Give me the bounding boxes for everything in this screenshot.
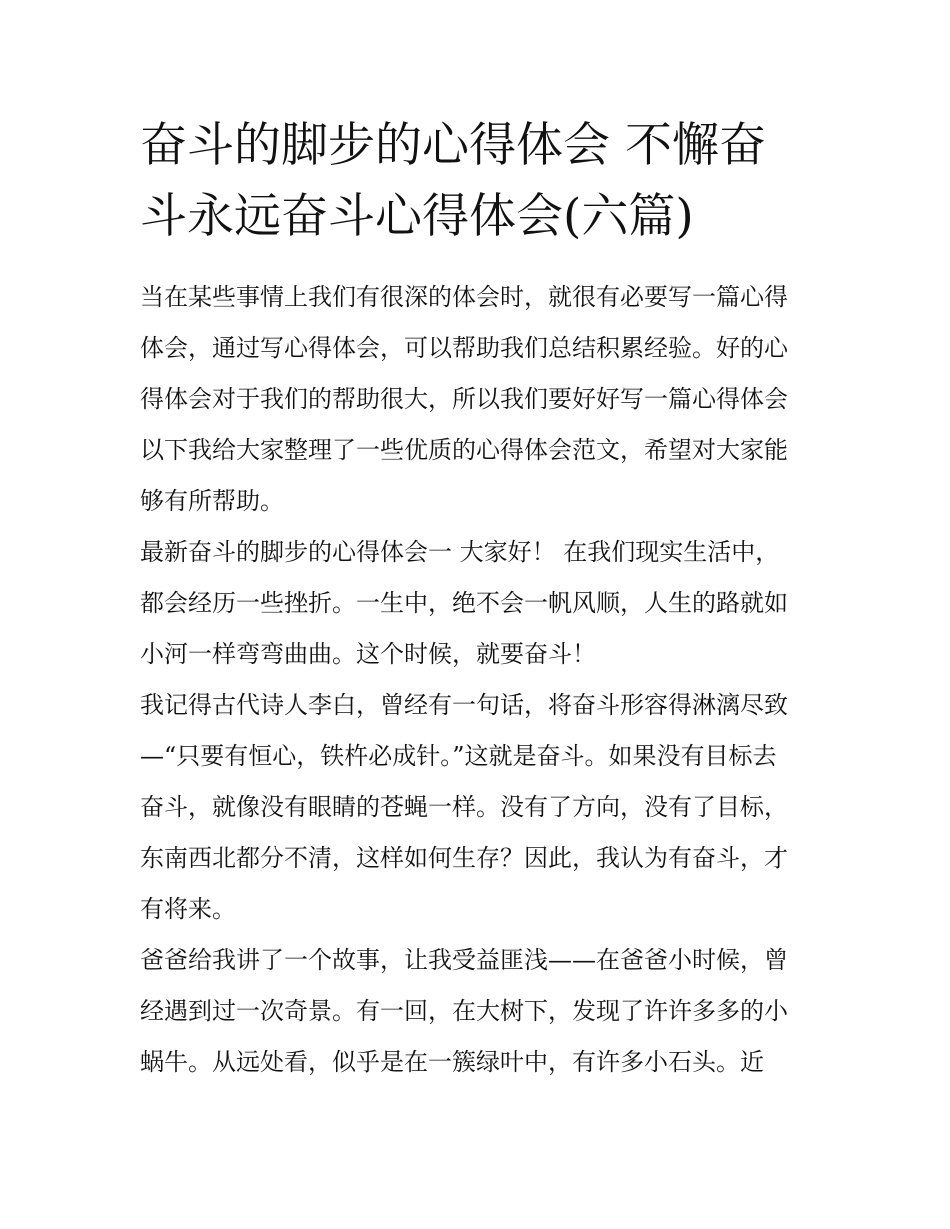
text-line: 有将来。 (140, 895, 236, 923)
document-title (140, 110, 812, 252)
text-line: 都会经历一些挫折。一生中，绝不会一帆风顺，人生的路就如 (140, 589, 788, 617)
title-line-1: 奋斗的脚步的心得体会 不懈奋 (140, 118, 766, 173)
text-line: 我记得古代诗人李白，曾经有一句话，将奋斗形容得淋漓尽致 (140, 691, 788, 719)
text-line: 当在某些事情上我们有很深的体会时，就很有必要写一篇心得 (140, 283, 788, 311)
text-line: 以下我给大家整理了一些优质的心得体会范文，希望对大家能 (140, 436, 788, 464)
text-line: 东南西北都分不清，这样如何生存？因此，我认为有奋斗，才 (140, 844, 788, 872)
text-line: —“只要有恒心，铁杵必成针。”这就是奋斗。如果没有目标去 (140, 742, 777, 770)
text-line: 爸爸给我讲了一个故事，让我受益匪浅——在爸爸小时候，曾 (140, 946, 788, 974)
document-page (140, 110, 812, 1088)
title-line-2: 斗永远奋斗心得体会(六篇) (140, 189, 694, 244)
text-line: 得体会对于我们的帮助很大，所以我们要好好写一篇心得体会 (140, 385, 788, 413)
text-line: 小河一样弯弯曲曲。这个时候，就要奋斗！ (140, 640, 596, 668)
text-line: 蜗牛。从远处看，似乎是在一簇绿叶中，有许多小石头。近 (140, 1048, 764, 1076)
text-line: 够有所帮助。 (140, 487, 284, 515)
document-body (140, 272, 812, 1088)
text-line: 经遇到过一次奇景。有一回，在大树下，发现了许许多多的小 (140, 997, 788, 1025)
text-line: 奋斗，就像没有眼睛的苍蝇一样。没有了方向，没有了目标， (140, 793, 788, 821)
text-line: 体会，通过写心得体会，可以帮助我们总结积累经验。好的心 (140, 334, 788, 362)
text-line: 最新奋斗的脚步的心得体会一 大家好！ 在我们现实生活中， (140, 538, 780, 566)
